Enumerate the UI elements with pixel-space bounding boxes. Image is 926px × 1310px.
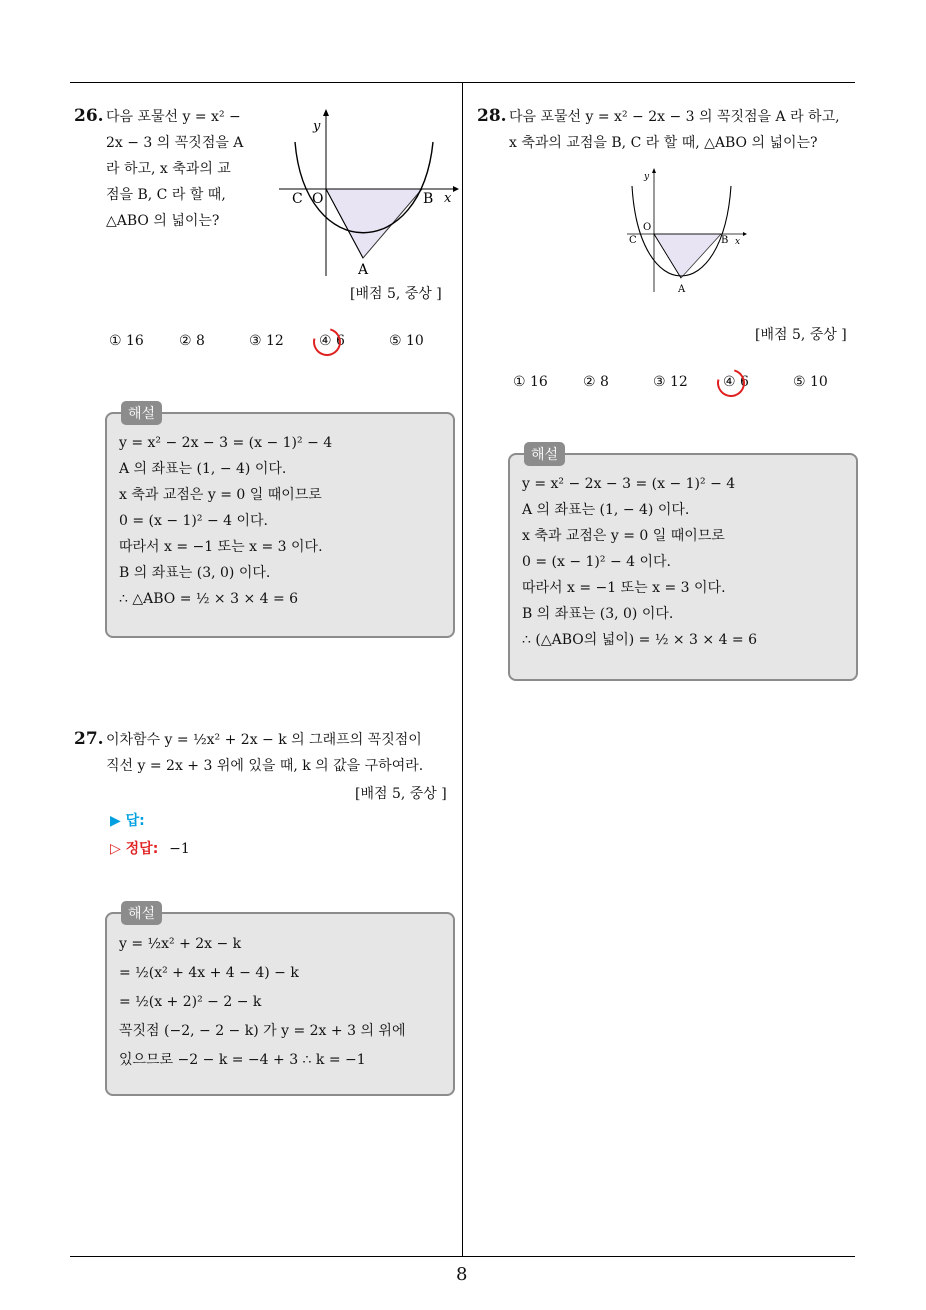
solution-line: 따라서 x = −1 또는 x = 3 이다. <box>522 580 726 596</box>
correct-answer-value: −1 <box>169 841 190 857</box>
choice-4-label: ④ 6 <box>723 374 749 390</box>
solution-tag: 해설 <box>121 401 162 425</box>
solution-line: A 의 좌표는 (1, − 4) 이다. <box>522 502 690 518</box>
choice-4[interactable] <box>319 333 389 349</box>
solution-line: x 축과 교점은 y = 0 일 때이므로 <box>522 528 725 544</box>
choices <box>109 333 449 349</box>
graph-label-a: A <box>678 284 686 295</box>
page-number: 8 <box>456 1264 468 1285</box>
question-number: 28. <box>477 106 507 126</box>
question-line: △ABO 의 넓이는? <box>106 213 220 229</box>
graph-label-c: C <box>629 235 637 246</box>
answer-circle-mark <box>712 364 750 402</box>
solution-line: ∴ (△ABO의 넓이) = ½ × 3 × 4 = 6 <box>522 632 758 648</box>
score-label: [배점 5, 중상 ] <box>355 786 447 802</box>
graph-label-y: y <box>313 119 321 134</box>
solution-line: 꼭짓점 (−2, − 2 − k) 가 y = 2x + 3 의 위에 <box>119 1023 406 1039</box>
correct-answer-label: ▷ 정답: <box>110 841 159 857</box>
parabola-graph <box>275 108 460 278</box>
solution-line: y = x² − 2x − 3 = (x − 1)² − 4 <box>119 435 333 451</box>
question-line: 라 하고, x 축과의 교 <box>106 161 231 177</box>
solution-box <box>105 406 455 638</box>
question-number: 26. <box>74 106 104 126</box>
solution-tag: 해설 <box>121 901 162 925</box>
choice-2[interactable]: ② 8 <box>179 333 205 349</box>
question-line: 직선 y = 2x + 3 위에 있을 때, k 의 값을 구하여라. <box>106 758 424 774</box>
solution-line: B 의 좌표는 (3, 0) 이다. <box>522 606 674 622</box>
graph-label-x: x <box>735 237 741 247</box>
answer-input-label[interactable]: ▶ 답: <box>110 813 145 829</box>
y-axis-arrow <box>652 168 656 173</box>
question-line: 다음 포물선 y = x² − 2x − 3 의 꼭짓점을 A 라 하고, <box>509 109 840 125</box>
solution-lines <box>119 430 332 612</box>
choice-3[interactable]: ③ 12 <box>249 333 284 349</box>
y-axis-arrow <box>323 109 329 116</box>
score-label: [배점 5, 중상 ] <box>350 286 442 302</box>
solution-line: x 축과 교점은 y = 0 일 때이므로 <box>119 487 322 503</box>
graph-label-a: A <box>358 262 369 278</box>
parabola-graph <box>625 166 750 296</box>
solution-line: A 의 좌표는 (1, − 4) 이다. <box>119 461 287 477</box>
graph-label-x: x <box>444 191 452 206</box>
question-text <box>106 727 423 779</box>
x-axis-arrow <box>743 232 747 236</box>
solution-line: 있으므로 −2 − k = −4 + 3 ∴ k = −1 <box>119 1052 366 1068</box>
choice-3[interactable]: ③ 12 <box>653 374 688 390</box>
graph-label-b: B <box>423 191 434 207</box>
x-axis-arrow <box>453 186 459 192</box>
question-text <box>106 104 243 234</box>
solution-line: = ½(x + 2)² − 2 − k <box>119 994 262 1010</box>
solution-line: 0 = (x − 1)² − 4 이다. <box>119 513 268 529</box>
choice-2[interactable]: ② 8 <box>583 374 609 390</box>
solution-lines <box>119 930 405 1075</box>
solution-box <box>105 906 455 1096</box>
graph-label-y: y <box>644 172 650 182</box>
question-line: 점을 B, C 라 할 때, <box>106 187 226 203</box>
question-line: 2x − 3 의 꼭짓점을 A <box>106 135 244 151</box>
solution-line: 따라서 x = −1 또는 x = 3 이다. <box>119 539 323 555</box>
choice-5[interactable]: ⑤ 10 <box>389 333 424 349</box>
question-line: 다음 포물선 y = x² − <box>106 109 241 125</box>
solution-line: = ½(x² + 4x + 4 − 4) − k <box>119 965 299 981</box>
solution-line: y = x² − 2x − 3 = (x − 1)² − 4 <box>522 476 736 492</box>
question-line: x 축과의 교점을 B, C 라 할 때, △ABO 의 넓이는? <box>509 135 818 151</box>
triangle-abo <box>326 189 422 258</box>
choices <box>513 374 853 390</box>
solution-lines <box>522 471 757 653</box>
solution-line: y = ½x² + 2x − k <box>119 936 242 952</box>
column-divider <box>462 82 463 1257</box>
choice-1[interactable]: ① 16 <box>513 374 548 390</box>
graph-label-o: O <box>643 222 652 233</box>
correct-answer <box>110 838 190 858</box>
choice-4-label: ④ 6 <box>319 333 345 349</box>
question-text <box>509 104 840 156</box>
graph-label-c: C <box>292 191 303 207</box>
answer-circle-mark <box>308 323 346 361</box>
graph-label-o: O <box>312 191 324 207</box>
solution-box <box>508 447 858 681</box>
graph-label-b: B <box>721 235 729 246</box>
solution-line: B 의 좌표는 (3, 0) 이다. <box>119 565 271 581</box>
question-number: 27. <box>74 729 104 749</box>
solution-tag: 해설 <box>524 442 565 466</box>
score-label: [배점 5, 중상 ] <box>755 327 847 343</box>
solution-line: 0 = (x − 1)² − 4 이다. <box>522 554 671 570</box>
choice-1[interactable]: ① 16 <box>109 333 144 349</box>
choice-4[interactable] <box>723 374 793 390</box>
bottom-rule <box>70 1256 855 1257</box>
choice-5[interactable]: ⑤ 10 <box>793 374 828 390</box>
solution-line: ∴ △ABO = ½ × 3 × 4 = 6 <box>119 591 299 607</box>
question-line: 이차함수 y = ½x² + 2x − k 의 그래프의 꼭짓점이 <box>106 732 422 748</box>
